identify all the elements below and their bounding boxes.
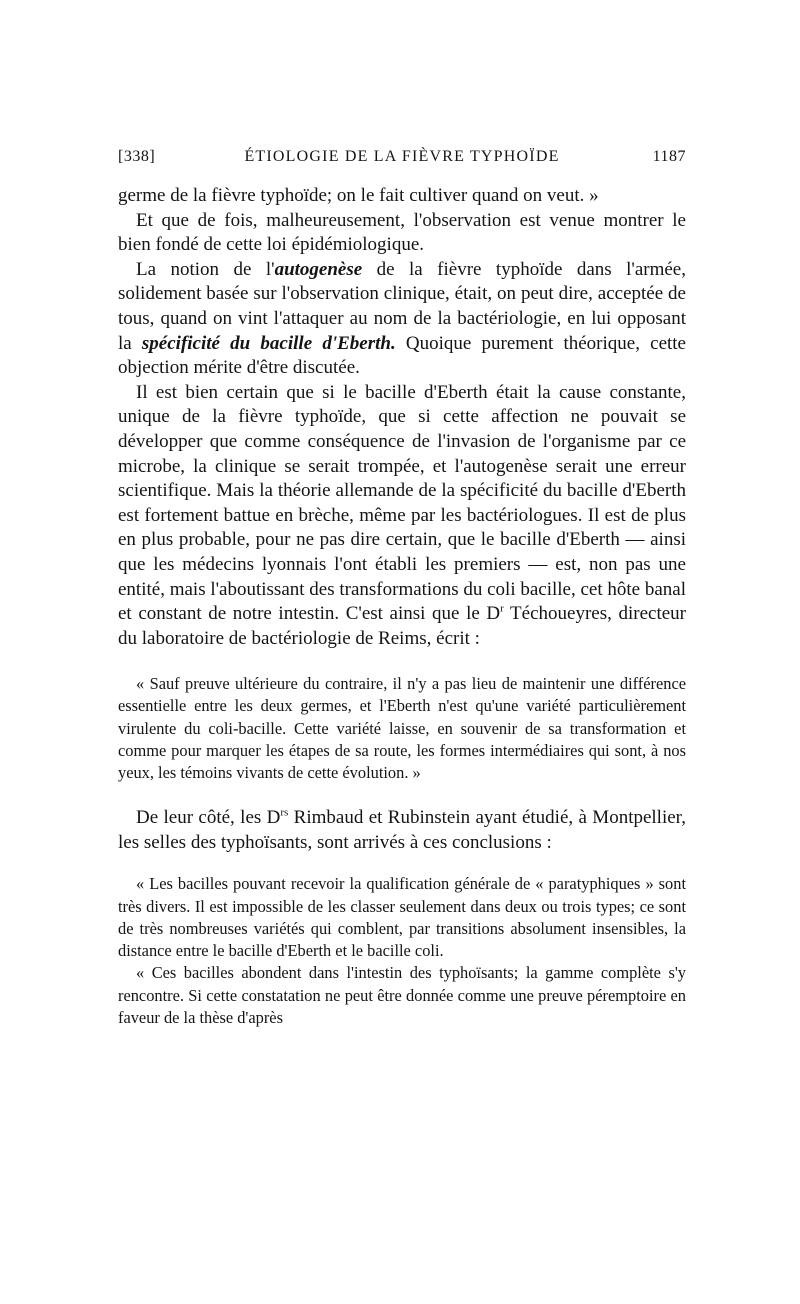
paragraph-eberth: Il est bien certain que si le bacille d'Eberth était la cause constante, unique de la fièvre typhoïde, que si cette affection ne pouvait se développer que comme conséquence de l'invasion de l'organisme par ce microbe, la clinique se serait trompée, et l'autogenèse serait une erreur scientifique. Mais la théorie allemande de la spécificité du bacille d'Eberth est fortement battue en brèche, même par les bactériologues. Il est de plus en plus probable, pour ne pas dire certain, que le bacille d'Eberth — ainsi que les médecins lyonnais l'ont établi les premiers — est, non pas une entité, mais l'aboutissant des transformations du coli bacille, cet hôte banal et constant de notre intestin. C'est ainsi que le $D^r$ Téchoueyres, directeur du laboratoire de bactériologie de Reims, écrit :: [118, 381, 686, 649]
running-title: ÉTIOLOGIE DE LA FIÈVRE TYPHOÏDE: [244, 148, 560, 165]
paragraph-autogenese: La notion de l'autogenèse de la fièvre typhoïde dans l'armée, solidement basée sur l'observation clinique, était, on peut dire, acceptée de tous, quand on vint l'attaquer au nom de la bactériologie, en lui opposant la spécificité du bacille d'Eberth. Quoique purement théorique, cette objection mérite d'être discutée.: [118, 258, 686, 379]
term-specificite: spécificité du bacille d'Eberth.: [141, 332, 396, 354]
page-number: 1187: [652, 148, 686, 165]
paragraph-observation: Et que de fois, malheureusement, l'observation est venue montrer le bien fondé de cette loi épidémiologique.: [118, 209, 686, 256]
running-header: [118, 148, 686, 174]
book-page: [118, 148, 686, 1029]
quotation-rimbaud-rubinstein: « Les bacilles pouvant recevoir la qualification générale de « paratyphiques » sont très divers. Il est impossible de les classer seulement dans deux ou trois types; ce sont de très nombreuses variétés qui comblent, par transitions absolument insensibles, la distance entre le bacille d'Eberth et le bacille coli. « Ces bacilles abondent dans l'intestin des typhoïsants; la gamme complète s'y rencontre. Si cette constatation ne peut être donnée comme une preuve péremptoire en faveur de la thèse d'après: [118, 874, 686, 1027]
main-text-2: [118, 806, 686, 855]
page-reference: [338]: [118, 148, 156, 165]
term-autogenese: autogenèse: [274, 258, 363, 280]
main-text: [118, 184, 686, 651]
quotation-techoueyres: « Sauf preuve ultérieure du contraire, il n'y a pas lieu de maintenir une différence essentielle entre les deux germes, et l'Eberth n'est qu'une variété particulièrement virulente du coli-bacille. Cette variété laisse, en souvenir de sa transformation et comme pour marquer les étapes de sa route, les formes intermédiaires qui sont, à nos yeux, les témoins vivants de cette évolution. »: [118, 674, 686, 783]
paragraph-continuation: germe de la fièvre typhoïde; on le fait cultiver quand on veut. »: [118, 185, 599, 206]
paragraph-rimbaud: De leur côté, les $D^{rs}$ Rimbaud et Rubinstein ayant étudié, à Montpellier, les selles des typhoïsants, sont arrivés à ces conclusions :: [118, 806, 686, 853]
